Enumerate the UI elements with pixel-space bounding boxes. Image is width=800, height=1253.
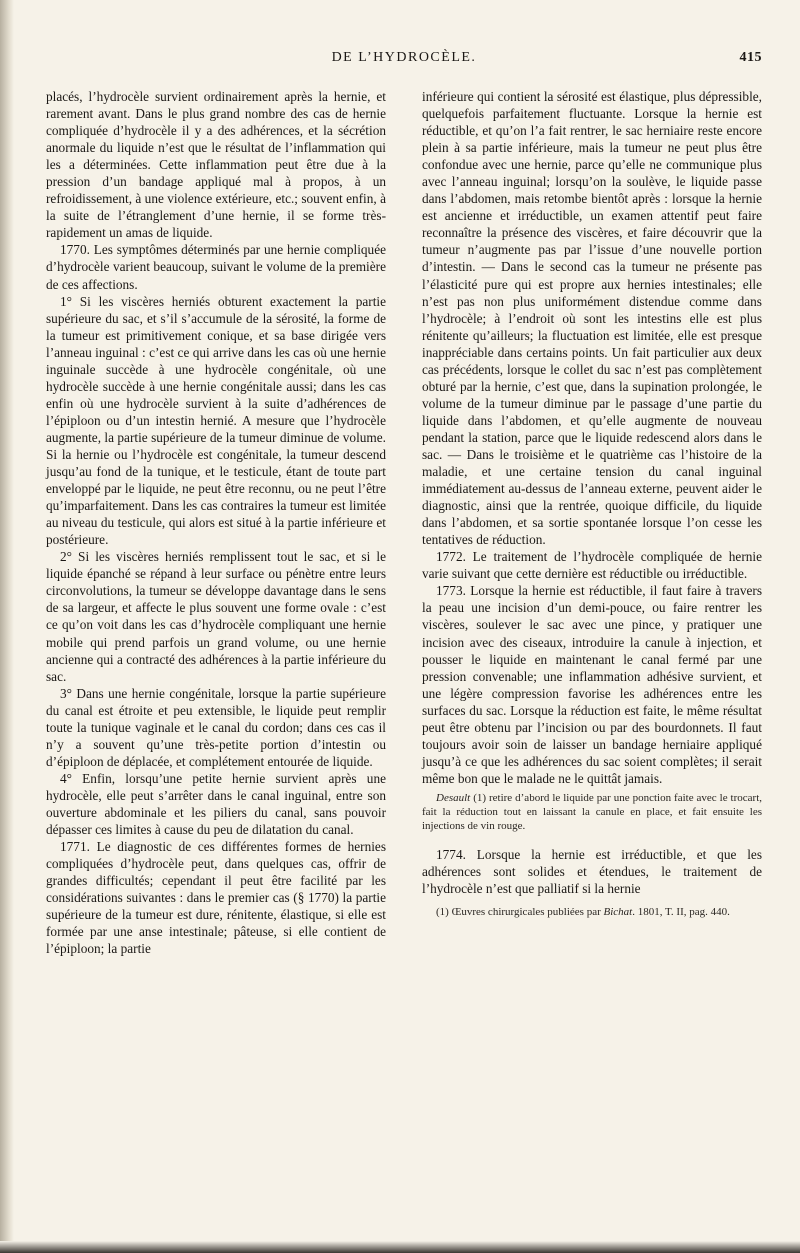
- desault-text: (1) retire d’abord le liquide par une ponction faite avec le trocart, fait la réduction tout en laissant la canule en place, et fait ensuite les injections de vin rouge.: [422, 791, 762, 833]
- paragraph-1771: 1771. Le diagnostic de ces différentes formes de hernies compliquées d’hydrocèle peut, dans quelques cas, offrir de grandes difficultés; cependant il peut être facilité par les considérations suivantes : dans le premier cas (§ 1770) la partie supérieure de la tumeur est dure, rénitente, élastique, si elle est formée par une anse intestinale; pâteuse, si elle contient de l’épiploon; la partie: [46, 839, 386, 957]
- footnote-prefix: (1) Œuvres chirurgicales publiées par: [436, 905, 604, 918]
- footnote-1: [422, 905, 762, 919]
- paragraph-1770-case-1: 1° Si les viscères herniés obturent exactement la partie supérieure du sac, et s’il s’accumule de la sérosité, la forme de la tumeur est primitivement conique, et sa base dirigée vers l’anneau inguinal : c’est ce qui arrive dans les cas où une hernie inguinale succède à une hydrocèle congénitale, où une hydrocèle succède à une hernie congénitale aussi; dans les cas enfin où une hydrocèle survient à la suite d’adhérences de l’épiploon ou d’un intestin hernié. A mesure que l’hydrocèle augmente, la partie supérieure de la tumeur diminue de volume. Si la hernie ou l’hydrocèle est congénitale, la tumeur descend jusqu’au fond de la tunique, et le testicule, étant de toute part enveloppé par le liquide, ne peut être reconnu, ou ne peut l’être qu’imparfaitement. Dans les cas contraires la tumeur est limitée au niveau du testicule, qui alors est situé à la partie inférieure et postérieure.: [46, 293, 386, 548]
- desault-author: Desault: [436, 791, 471, 804]
- paragraph-1771-continued: inférieure qui contient la sérosité est élastique, plus dépressible, quelquefois parfaitement fluctuante. Lorsque la hernie est réductible, et qu’on l’a fait rentrer, le sac herniaire reste encore plein à sa partie inférieure, mais la tumeur ne peut plus être confondue avec une hernie, parce qu’elle ne communique plus avec l’anneau inguinal; lorsqu’on la soulève, le liquide passe dans l’abdomen, mais retombe bientôt après : lorsque la hernie est ancienne et irréductible, un examen attentif peut faire reconnaître la présence des viscères, et faire découvrir que la tumeur n’augmente pas par l’issue d’une nouvelle portion d’intestin. — Dans le second cas la tumeur ne présente pas l’élasticité pure qui est propre aux hernies intestinales; elle n’est pas non plus uniformément distendue comme dans l’hydrocèle; à l’endroit où sont les intestins elle est plus rénitente qu’ailleurs; la fluctuation est limitée, elle est presque inappréciable dans certains points. Un fait particulier aux deux cas précédents, lorsque le collet du sac n’est pas complètement obturé par la hernie, c’est que, dans la supination prolongée, le volume de la tumeur diminue par le passage d’une partie du liquide dans l’abdomen, et qu’elle augmente de nouveau pendant la station, parce que le liquide redescend alors dans le sac. — Dans le troisième et le quatrième cas l’histoire de la maladie, et une certaine tension du canal inguinal immédiatement au-dessus de l’anneau externe, peuvent aider le diagnostic, ainsi que la rentrée, quoique difficile, du liquide dans l’abdomen, et sa sortie spontanée lorsque l’on cesse les tentatives de réduction.: [422, 89, 762, 548]
- page-number: 415: [739, 50, 762, 65]
- footnote-suffix: . 1801, T. II, pag. 440.: [632, 905, 730, 918]
- paragraph-continued: placés, l’hydrocèle survient ordinairement après la hernie, et rarement avant. Dans le plus grand nombre des cas de hernie compliquée d’hydrocèle il y a des adhérences, et la sécrétion anormale du liquide n’est que le résultat de l’inflammation qui les a déterminées. Cette inflammation peut être due à la pression d’un bandage appliqué mal à propos, à un refroidissement, à une violence extérieure, etc.; souvent enfin, à la suite de l’étranglement d’une hernie, il se forme très-rapidement un amas de liquide.: [46, 89, 386, 241]
- left-column: [46, 88, 386, 957]
- page-bottom-edge: [0, 1241, 800, 1253]
- paragraph-1770-case-4: 4° Enfin, lorsqu’une petite hernie survient après une hydrocèle, elle peut s’arrêter dans le canal inguinal, entre son ouverture abdominale et les piliers du canal, sans pouvoir dépasser ces limites à cause du peu de dilatation du canal.: [46, 770, 386, 838]
- paragraph-1772: 1772. Le traitement de l’hydrocèle compliquée de hernie varie suivant que cette dernière est réductible ou irréductible.: [422, 549, 762, 582]
- paragraph-1770-case-2: 2° Si les viscères herniés remplissent tout le sac, et si le liquide épanché se répand à leur surface ou pénètre entre leurs circonvolutions, la tumeur se développe davantage dans le sens de sa largeur, et affecte le plus souvent une forme ovale : c’est ce qu’on voit dans les cas d’hydrocèle compliquant une hernie mobile qui prend parfois un grand volume, ou une hernie ancienne qui a contracté des adhérences à la partie inférieure du sac.: [46, 549, 386, 684]
- right-column: [422, 88, 762, 919]
- running-title: DE L’HYDROCÈLE.: [331, 50, 477, 65]
- paragraph-1774: 1774. Lorsque la hernie est irréductible, et que les adhérences sont solides et étendues, le traitement de l’hydrocèle n’est que palliatif si la hernie: [422, 846, 762, 896]
- page-gutter-shadow: [0, 0, 14, 1253]
- running-head: [46, 50, 762, 70]
- paragraph-1773: 1773. Lorsque la hernie est réductible, il faut faire à travers la peau une incision d’un demi-pouce, ou faire rentrer les viscères, soulever le sac avec une pince, y pratiquer une incision avec des ciseaux, introduire la canule à injection, et pousser le liquide en maintenant le canal fermé par une pression convenable; une inflammation adhésive survient, et une légère compression favorise les adhérences entre les surfaces du sac. Lorsque la réduction est faite, le même résultat peut être obtenu par l’incision ou par des bourdonnets. Il faut toujours avoir soin de laisser un bandage herniaire appliqué jusqu’à ce que les adhérences du sac soient complètes; il serait même bon que le malade ne le quittât jamais.: [422, 583, 762, 786]
- footnote-author: Bichat: [603, 905, 633, 918]
- paragraph-1770: 1770. Les symptômes déterminés par une hernie compliquée d’hydrocèle varient beaucoup, suivant le volume de la première de ces affections.: [46, 242, 386, 292]
- desault-note: [422, 791, 762, 834]
- paragraph-1770-case-3: 3° Dans une hernie congénitale, lorsque la partie supérieure du canal est étroite et peu extensible, le liquide peut remplir toute la tunique vaginale et le canal du cordon; dans ces cas il n’y a souvent qu’une très-petite portion d’intestin ou d’épiploon de déplacée, et complétement entourée de liquide.: [46, 685, 386, 769]
